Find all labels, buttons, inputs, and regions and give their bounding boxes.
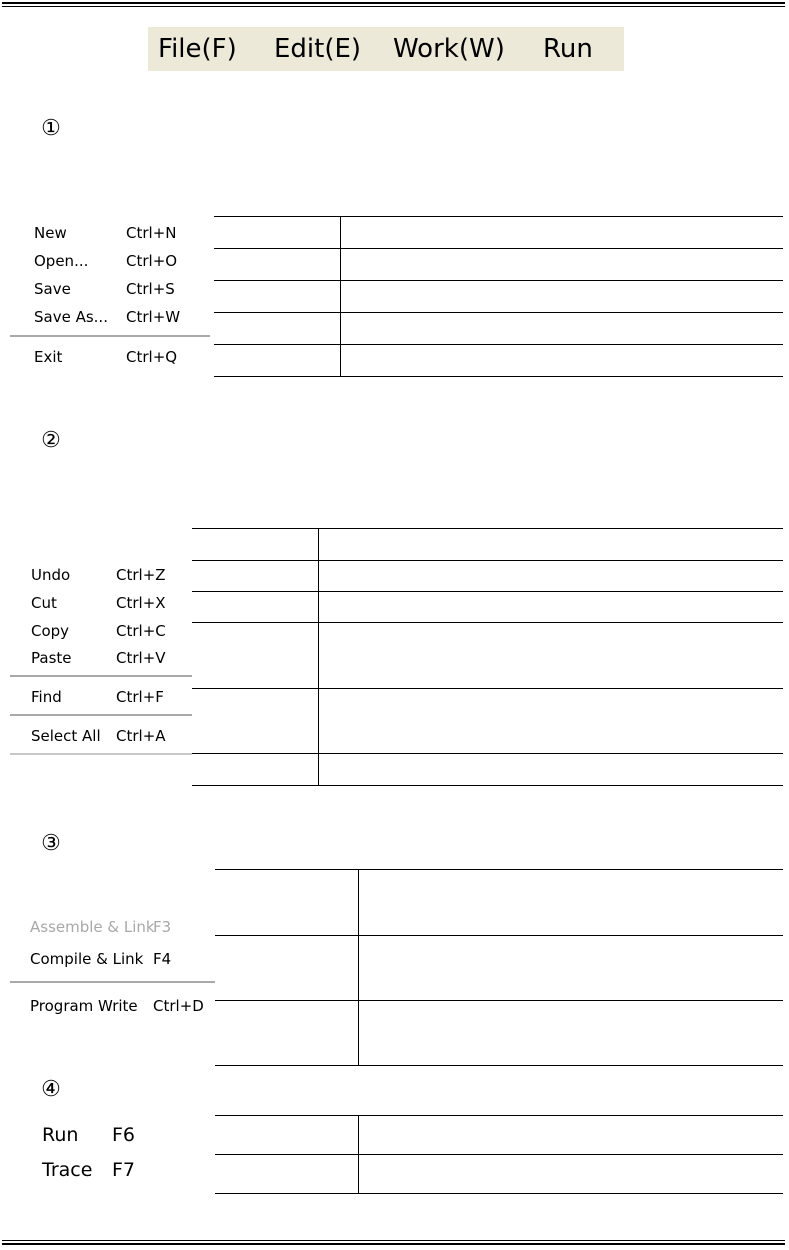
menu-item-shortcut: Ctrl+O — [126, 252, 178, 270]
menu-item-shortcut: Ctrl+Z — [116, 566, 166, 584]
work-menu — [30, 918, 215, 1028]
menu-separator — [10, 714, 192, 716]
section-number-2: ② — [41, 428, 61, 453]
table-row — [192, 561, 783, 592]
edit-menu — [31, 566, 191, 756]
menu-edit[interactable]: Edit(E) — [274, 34, 362, 64]
menu-item-label: Find — [31, 688, 62, 706]
menu-item-label: Exit — [34, 348, 63, 366]
menu-item-shortcut: Ctrl+Q — [126, 348, 178, 366]
menu-item-shortcut: F3 — [153, 918, 172, 936]
menu-item-label: Assemble & Link — [30, 918, 155, 936]
menu-item-shortcut: F6 — [112, 1124, 136, 1146]
top-rule-thin — [2, 6, 785, 7]
menu-item-label: Cut — [31, 594, 57, 612]
section-number-1: ① — [41, 116, 61, 141]
top-rule — [2, 2, 785, 4]
menu-item-shortcut: Ctrl+D — [153, 997, 204, 1015]
menu-work[interactable]: Work(W) — [393, 34, 505, 64]
table-row — [215, 1155, 783, 1194]
menu-item-shortcut: Ctrl+V — [116, 649, 166, 667]
run-menu — [42, 1124, 192, 1188]
menu-bottom-edge — [10, 753, 192, 755]
menu-item-label: Undo — [31, 566, 71, 584]
table-row — [214, 281, 783, 313]
menu-run[interactable]: Run — [543, 34, 593, 64]
menu-item-label: Save — [34, 280, 71, 298]
work-menu-table — [215, 869, 783, 1066]
bottom-rule — [2, 1243, 785, 1245]
bottom-rule-thin — [2, 1240, 785, 1241]
menu-item-shortcut: F4 — [153, 950, 172, 968]
menu-item-label: New — [34, 224, 67, 242]
menu-separator — [10, 981, 215, 983]
menu-item-label: Compile & Link — [30, 950, 144, 968]
table-row — [214, 345, 783, 377]
menu-separator — [10, 675, 192, 677]
edit-menu-table — [192, 528, 783, 786]
section-number-4: ④ — [41, 1077, 61, 1102]
menu-item-label: Paste — [31, 649, 72, 667]
table-row — [214, 313, 783, 345]
menu-item-label: Open... — [34, 252, 89, 270]
menu-item-label: Run — [42, 1124, 79, 1146]
table-row — [214, 217, 783, 249]
menu-item-shortcut: Ctrl+C — [116, 622, 166, 640]
menu-file[interactable]: File(F) — [158, 34, 237, 64]
menu-item-label: Trace — [42, 1159, 93, 1181]
table-row — [192, 689, 783, 754]
table-row — [192, 623, 783, 689]
menu-item-label: Save As... — [34, 308, 108, 326]
menu-item-shortcut: Ctrl+N — [126, 224, 177, 242]
menu-item-shortcut: F7 — [112, 1159, 136, 1181]
file-menu — [34, 224, 212, 374]
menu-item-shortcut: Ctrl+X — [116, 594, 166, 612]
menu-item-label: Program Write — [30, 997, 138, 1015]
menu-item-shortcut: Ctrl+A — [116, 727, 166, 745]
table-row — [192, 529, 783, 561]
table-row — [192, 754, 783, 786]
table-row — [215, 1001, 783, 1066]
table-row — [192, 592, 783, 623]
menu-item-label: Copy — [31, 622, 70, 640]
table-row — [215, 1116, 783, 1155]
menu-item-shortcut: Ctrl+W — [126, 308, 181, 326]
menu-bar — [148, 27, 624, 71]
table-row — [215, 936, 783, 1001]
menu-separator — [10, 335, 210, 337]
table-row — [214, 249, 783, 281]
menu-item-shortcut: Ctrl+F — [116, 688, 164, 706]
menu-item-label: Select All — [31, 727, 101, 745]
section-number-3: ③ — [41, 831, 61, 856]
table-row — [215, 870, 783, 936]
menu-item-shortcut: Ctrl+S — [126, 280, 175, 298]
file-menu-table — [214, 216, 783, 377]
run-menu-table — [215, 1115, 783, 1194]
